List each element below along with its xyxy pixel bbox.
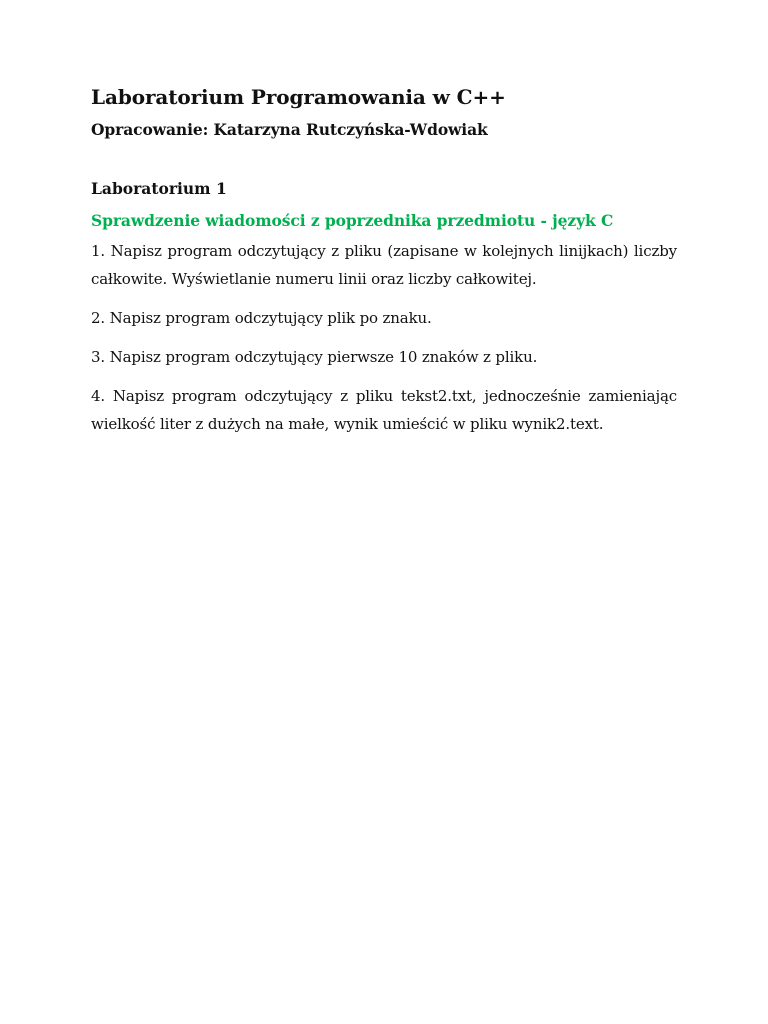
- document-title: Laboratorium Programowania w C++: [91, 85, 506, 109]
- task-1: 1. Napisz program odczytujący z pliku (zapisane w kolejnych linijkach) liczby całkowite. Wyświetlanie numeru linii oraz liczby całkowitej.: [91, 242, 677, 288]
- task-2: 2. Napisz program odczytujący plik po znaku.: [91, 309, 432, 327]
- lab-subtitle: Sprawdzenie wiadomości z poprzednika przedmiotu - język C: [91, 211, 614, 230]
- task-4: 4. Napisz program odczytujący z pliku tekst2.txt, jednocześnie zamieniając wielkość liter z dużych na małe, wynik umieścić w pliku wynik2.text.: [91, 387, 677, 433]
- document-author: Opracowanie: Katarzyna Rutczyńska-Wdowiak: [91, 120, 488, 139]
- task-3: 3. Napisz program odczytujący pierwsze 10 znaków z pliku.: [91, 348, 538, 366]
- lab-title: Laboratorium 1: [91, 179, 227, 198]
- document-page: [91, 84, 677, 438]
